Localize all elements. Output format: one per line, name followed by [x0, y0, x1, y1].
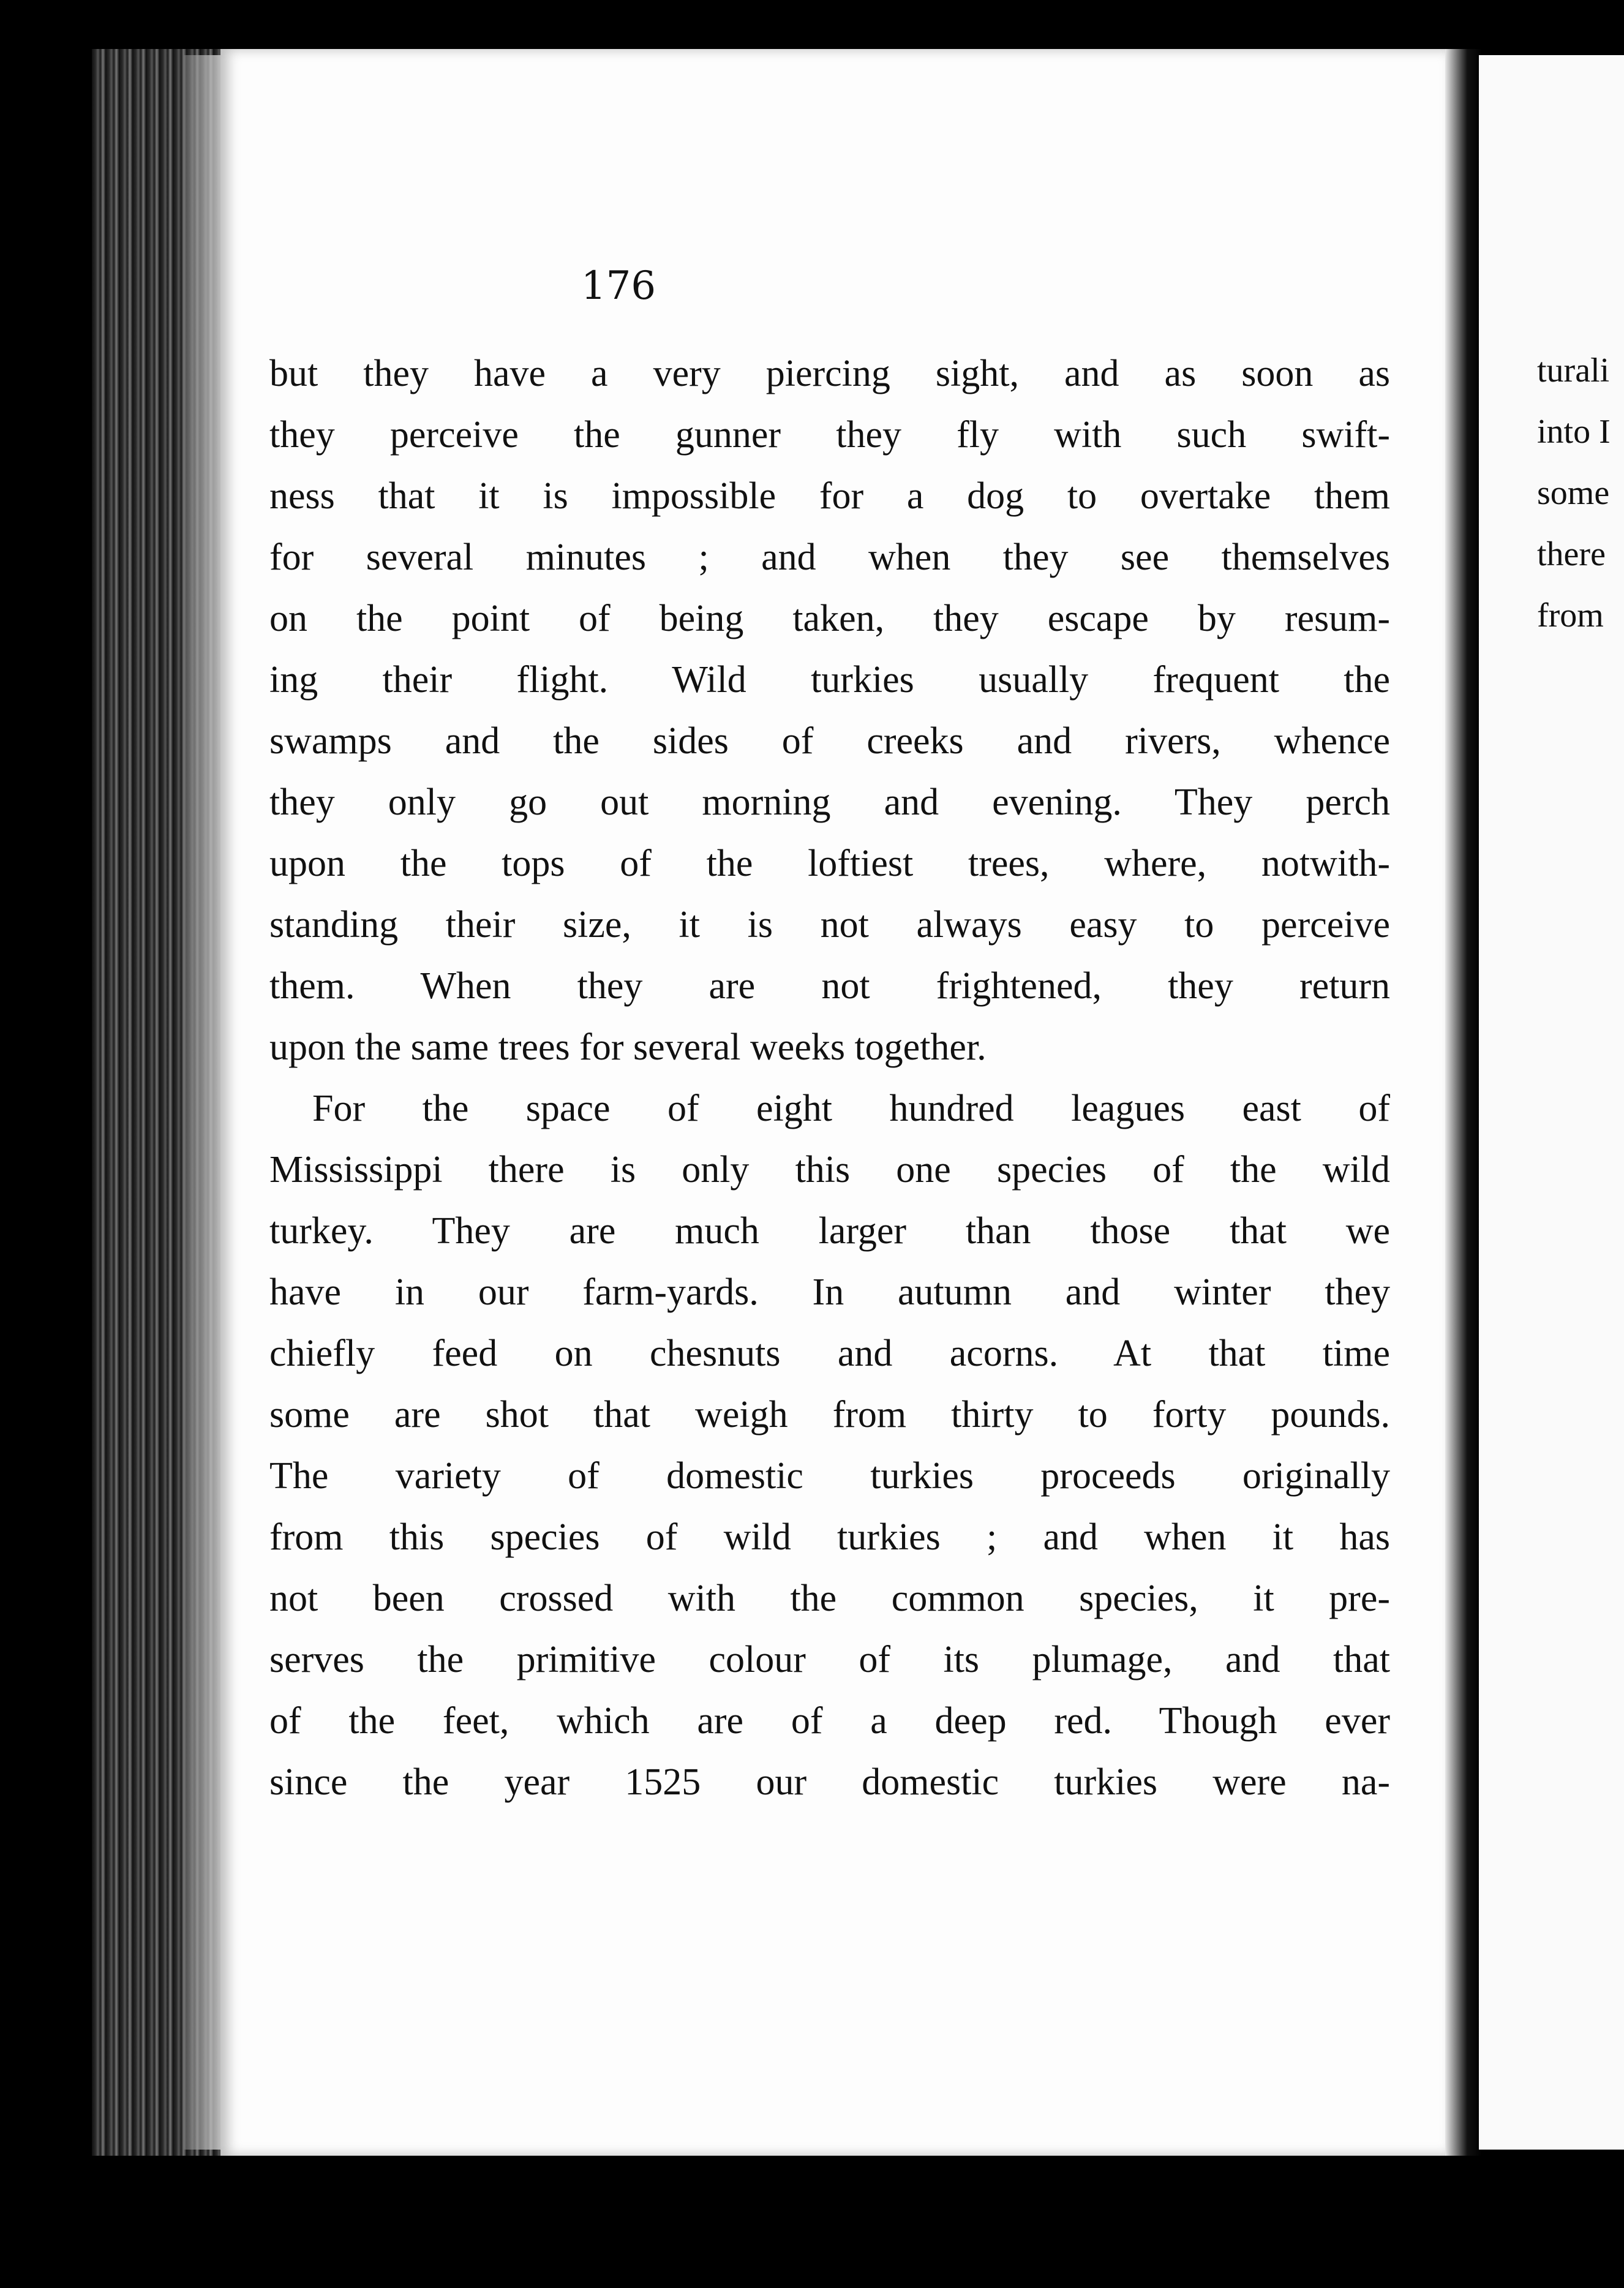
text-line: upon the same trees for several weeks together.: [269, 1026, 987, 1068]
facing-text-line: into I: [1537, 413, 1611, 451]
body-text: [269, 343, 1390, 1813]
page-number: 176: [581, 263, 656, 309]
facing-text-line: there: [1537, 535, 1606, 573]
text-line: not been crossed with the common species, it pre-: [269, 1578, 1390, 1619]
text-line: since the year 1525 our domestic turkies were na-: [269, 1761, 1390, 1803]
text-line: ness that it is impossible for a dog to overtake them: [269, 475, 1390, 517]
text-line: they only go out morning and evening. They perch: [269, 781, 1390, 823]
facing-text-line: some: [1537, 474, 1610, 512]
facing-text-line: turali: [1537, 352, 1610, 389]
facing-text-line: from: [1537, 596, 1604, 634]
text-line: ing their flight. Wild turkies usually frequent the: [269, 659, 1390, 701]
text-line: serves the primitive colour of its plumage, and that: [269, 1639, 1390, 1680]
text-line: Mississippi there is only this one species of the wild: [269, 1149, 1390, 1191]
text-line: have in our farm-yards. In autumn and winter they: [269, 1271, 1390, 1313]
text-line: For the space of eight hundred leagues east of: [312, 1088, 1390, 1129]
facing-page-text: [1537, 340, 1611, 646]
text-line: standing their size, it is not always easy to perceive: [269, 904, 1390, 946]
text-line: swamps and the sides of creeks and rivers, whence: [269, 720, 1390, 762]
text-line: of the feet, which are of a deep red. Though ever: [269, 1700, 1390, 1742]
text-line: turkey. They are much larger than those that we: [269, 1210, 1390, 1252]
text-line: them. When they are not frightened, they return: [269, 965, 1390, 1007]
book-gutter: [1445, 49, 1482, 2156]
text-line: some are shot that weigh from thirty to forty pounds.: [269, 1394, 1390, 1436]
text-line: upon the tops of the loftiest trees, where, notwith-: [269, 843, 1390, 884]
text-line: they perceive the gunner they fly with such swift-: [269, 414, 1390, 456]
text-line: on the point of being taken, they escape by resum-: [269, 598, 1390, 639]
text-line: chiefly feed on chesnuts and acorns. At that time: [269, 1333, 1390, 1374]
text-line: for several minutes ; and when they see themselves: [269, 536, 1390, 578]
text-line: The variety of domestic turkies proceeds originally: [269, 1455, 1390, 1497]
text-line: but they have a very piercing sight, and as soon as: [269, 353, 1390, 394]
text-line: from this species of wild turkies ; and when it has: [269, 1516, 1390, 1558]
